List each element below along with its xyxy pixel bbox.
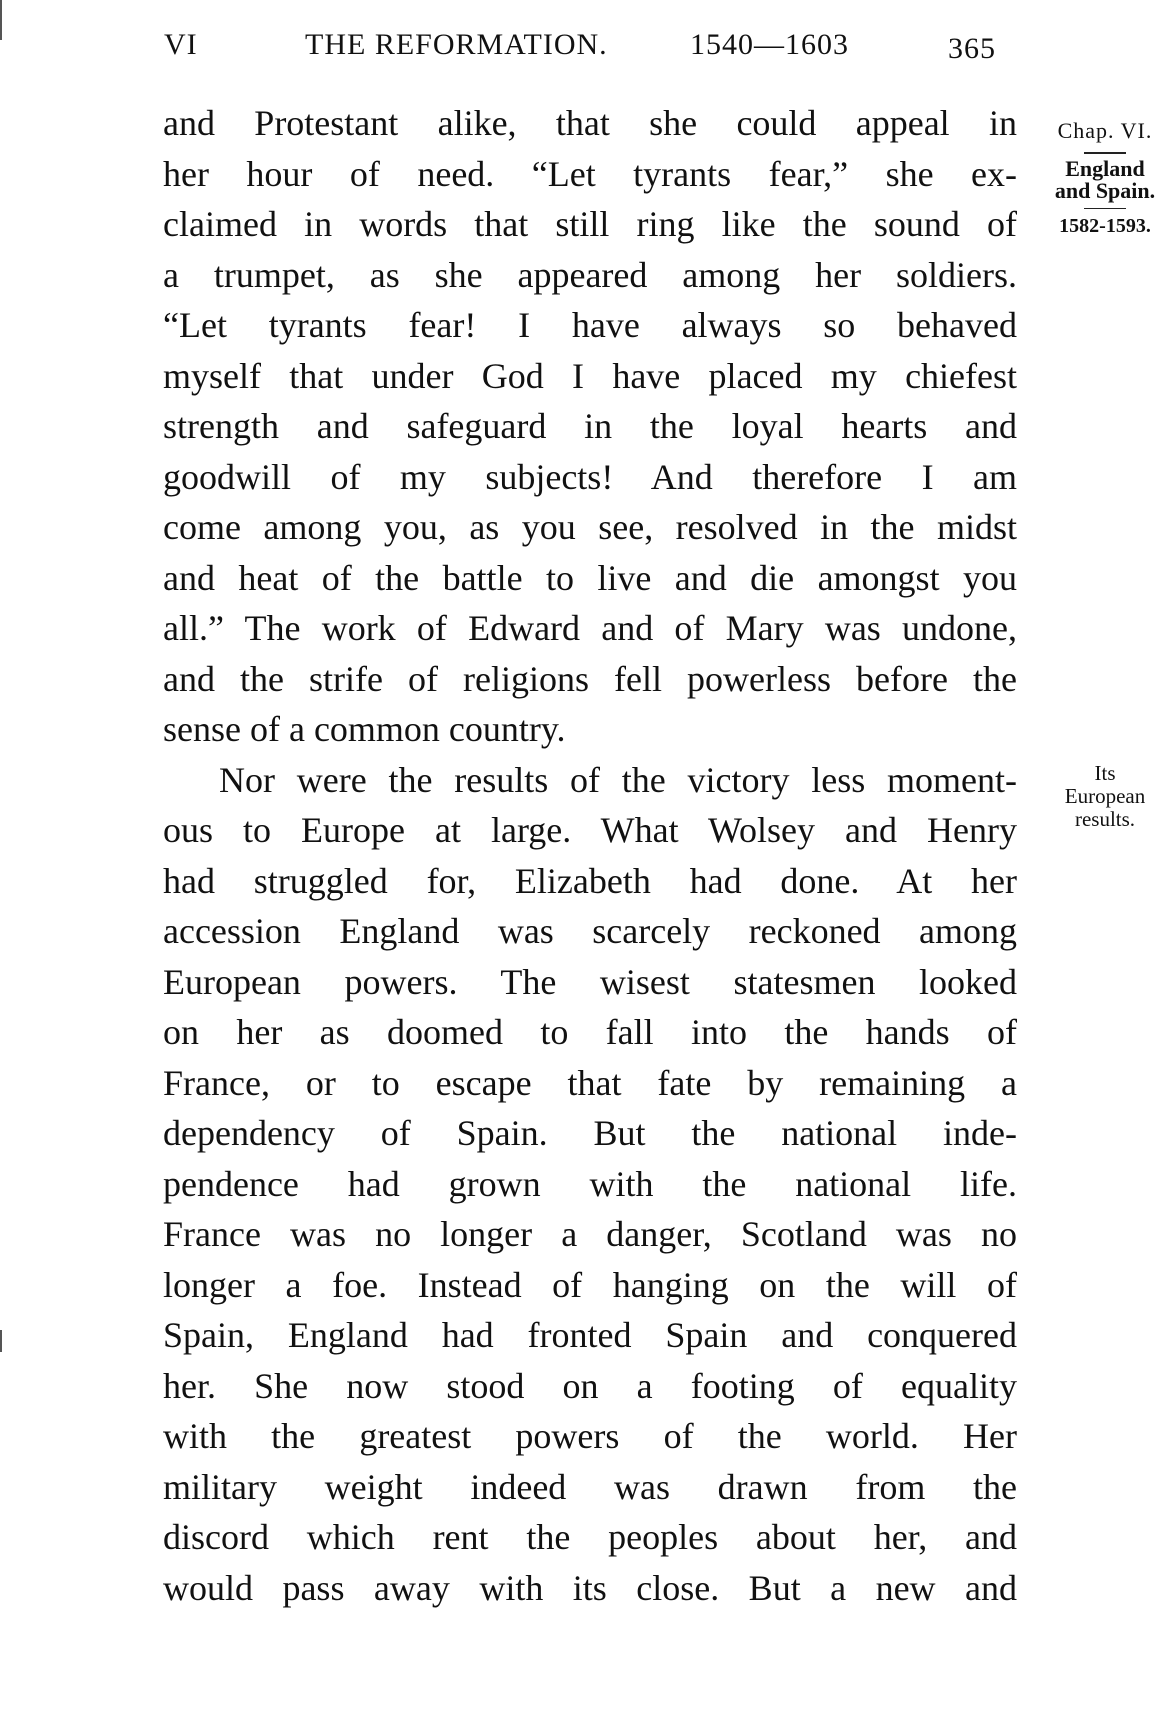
text-line: her hour of need. “Let tyrants fear,” she ex- (163, 153, 1017, 194)
margin-note-section (1037, 118, 1173, 238)
text-line: and Protestant alike, that she could appeal in (163, 103, 1017, 143)
text-line: pendence had grown with the national life. (163, 1163, 1017, 1204)
text-line: “Let tyrants fear! I have always so behaved (163, 305, 1017, 345)
margin-rule (1084, 208, 1126, 209)
text-line: sense of a common country. (163, 709, 566, 749)
text-line: had struggled for, Elizabeth had done. At her (163, 860, 1017, 901)
text-line: all.” The work of Edward and of Mary was undone, (163, 608, 1017, 648)
text-line: military weight indeed was drawn from the (163, 1466, 1017, 1507)
margin-note2-line2: European (1064, 784, 1146, 808)
page-edge-mark (0, 1330, 2, 1352)
margin-section-line1: England (1065, 156, 1145, 181)
text-line: France was no longer a danger, Scotland was no (163, 1214, 1017, 1254)
margin-note2-line1: Its (1094, 761, 1116, 785)
body-text (163, 98, 1017, 1613)
margin-years: 1582-1593. (1059, 215, 1151, 237)
text-line: claimed in words that still ring like the sound of (163, 204, 1017, 244)
text-line: a trumpet, as she appeared among her soldiers. (163, 254, 1017, 295)
margin-section-line2: and Spain. (1054, 178, 1156, 203)
text-line: dependency of Spain. But the national inde- (163, 1113, 1017, 1153)
text-line: would pass away with its close. But a new and (163, 1567, 1017, 1608)
margin-note2-line3: results. (1074, 807, 1136, 831)
header-dates: 1540—1603 (690, 28, 849, 61)
text-line: and heat of the battle to live and die amongst you (163, 557, 1017, 598)
text-line: Nor were the results of the victory less moment- (219, 759, 1017, 800)
text-line: with the greatest powers of the world. Her (163, 1416, 1017, 1456)
text-line: myself that under God I have placed my chiefest (163, 355, 1017, 396)
text-line: on her as doomed to fall into the hands of (163, 1012, 1017, 1052)
text-line: longer a foe. Instead of hanging on the will of (163, 1264, 1017, 1305)
header-title: THE REFORMATION. (305, 28, 608, 61)
text-line: her. She now stood on a footing of equality (163, 1365, 1017, 1406)
text-line: goodwill of my subjects! And therefore I am (163, 456, 1017, 497)
text-line: come among you, as you see, resolved in the midst (163, 507, 1017, 547)
text-line: and the strife of religions fell powerless before the (163, 658, 1017, 699)
margin-rule (1084, 152, 1126, 154)
running-header (0, 28, 1174, 68)
text-line: ous to Europe at large. What Wolsey and Henry (163, 810, 1017, 850)
margin-note-european-results (1037, 762, 1173, 831)
text-line: discord which rent the peoples about her, and (163, 1517, 1017, 1557)
page-number: 365 (948, 32, 996, 65)
header-chapter: VI (164, 28, 198, 61)
text-line: accession England was scarcely reckoned among (163, 911, 1017, 951)
text-line: strength and safeguard in the loyal hearts and (163, 406, 1017, 446)
text-line: France, or to escape that fate by remaining a (163, 1062, 1017, 1103)
text-line: Spain, England had fronted Spain and conquered (163, 1315, 1017, 1355)
margin-chapter-label: Chap. VI. (1057, 118, 1153, 143)
text-line: European powers. The wisest statesmen looked (163, 961, 1017, 1002)
